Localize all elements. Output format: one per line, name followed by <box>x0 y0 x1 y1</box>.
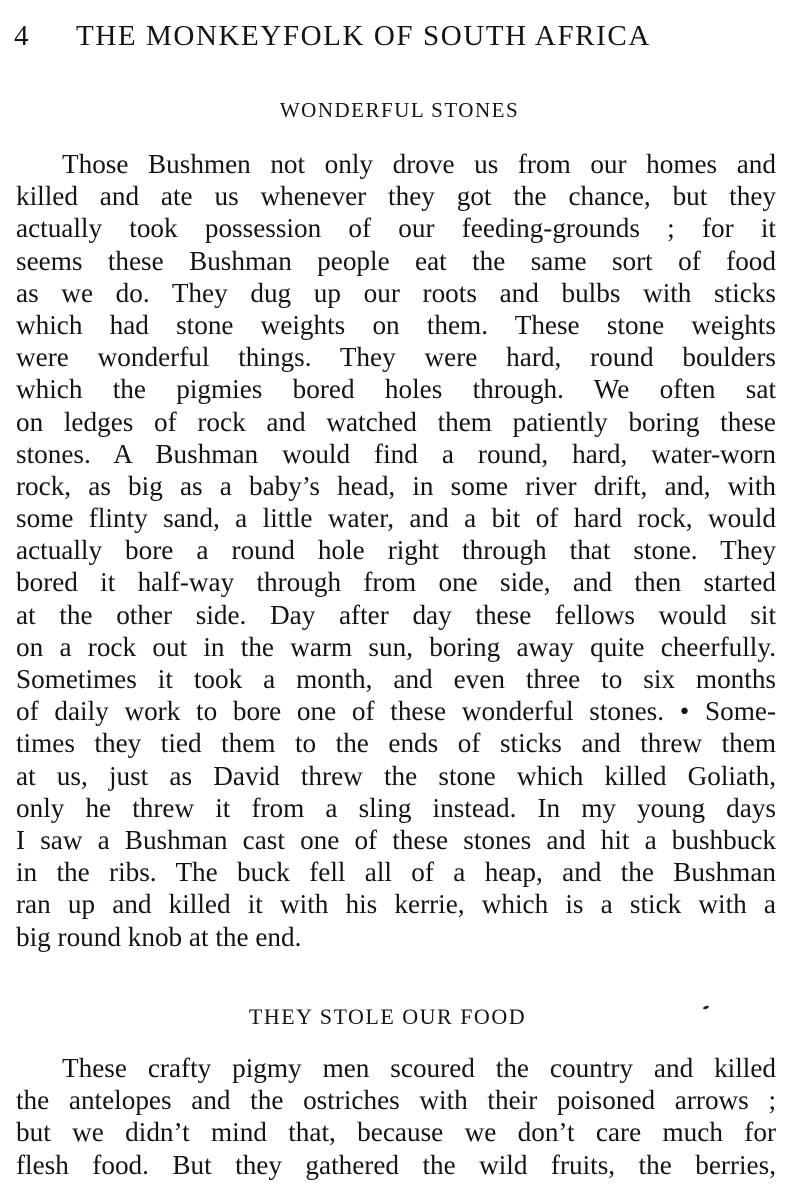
text-line: stones. A Bushman would find a round, hard, water-worn <box>16 438 776 469</box>
text-line: killed and ate us whenever they got the chance, but they <box>16 181 776 212</box>
text-line: times they tied them to the ends of sticks and threw them <box>16 728 776 759</box>
text-line: in the ribs. The buck fell all of a heap, and the Bushman <box>16 857 776 888</box>
text-line: Those Bushmen not only drove us from our homes and <box>62 149 776 179</box>
text-line: only he threw it from a sling instead. In my young days <box>16 792 776 823</box>
text-line: the antelopes and the ostriches with their poisoned arrows ; <box>16 1085 776 1116</box>
text-line: on a rock out in the warm sun, boring away quite cheerfully. <box>16 631 776 662</box>
text-line: which had stone weights on them. These stone weights <box>16 309 776 340</box>
text-line: were wonderful things. They were hard, round boulders <box>16 342 776 373</box>
text-line: some flinty sand, a little water, and a bit of hard rock, would <box>16 503 776 534</box>
text-line: Sometimes it took a month, and even three to six months <box>16 664 776 694</box>
text-line: I saw a Bushman cast one of these stones and hit a bushbuck <box>16 824 776 855</box>
text-line: which the pigmies bored holes through. We often sat <box>16 374 776 405</box>
paragraph-wonderful-stones <box>16 148 776 953</box>
text-line: as we do. They dug up our roots and bulbs with sticks <box>16 277 776 308</box>
text-line: actually took possession of our feeding-grounds ; for it <box>16 213 776 244</box>
paragraph-they-stole-our-food <box>16 1052 776 1181</box>
section-heading-wonderful-stones: WONDERFUL STONES <box>279 98 520 122</box>
running-header <box>14 14 774 58</box>
running-title: THE MONKEYFOLK OF SOUTH AFRICA <box>76 20 651 52</box>
text-line: These crafty pigmy men scoured the country and killed <box>62 1053 776 1083</box>
text-line: flesh food. But they gathered the wild fruits, the berries, <box>16 1149 776 1180</box>
text-line: of daily work to bore one of these wonderful stones. • Some- <box>16 696 776 727</box>
text-line: rock, as big as a baby’s head, in some river drift, and, with <box>16 470 776 501</box>
text-line: but we didn’t mind that, because we don’t care much for <box>16 1117 776 1148</box>
text-line: at us, just as David threw the stone which killed Goliath, <box>16 760 776 791</box>
text-line: on ledges of rock and watched them patiently boring these <box>16 406 776 437</box>
text-line: at the other side. Day after day these fellows would sit <box>16 599 776 630</box>
text-line: seems these Bushman people eat the same sort of food <box>16 245 776 276</box>
page-number: 4 <box>14 20 30 52</box>
text-line: ran up and killed it with his kerrie, which is a stick with a <box>16 889 776 920</box>
text-line: bored it half-way through from one side, and then started <box>16 567 776 598</box>
section-heading-they-stole-our-food: THEY STOLE OUR FOOD <box>248 1004 527 1029</box>
text-line: big round knob at the end. <box>16 921 302 952</box>
text-line: actually bore a round hole right through that stone. They <box>16 535 776 566</box>
